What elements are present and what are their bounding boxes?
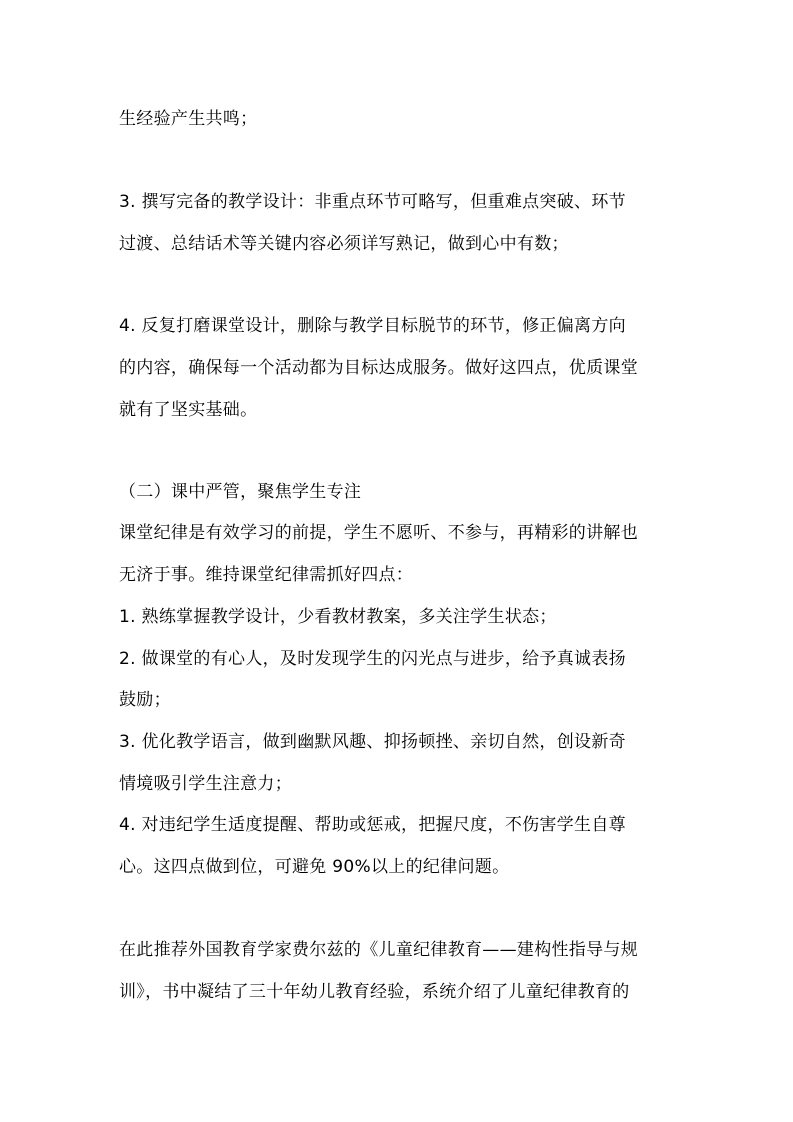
text-line: 无济于事。维持课堂纪律需抓好四点： bbox=[119, 565, 414, 585]
text-line: 4. 反复打磨课堂设计，删除与教学目标脱节的环节，修正偏离方向 bbox=[119, 316, 626, 336]
text-line: 心。这四点做到位，可避免 90%以上的纪律问题。 bbox=[119, 857, 510, 877]
section-heading: （二）课中严管，聚焦学生专注 bbox=[119, 482, 362, 502]
text-line: 1. 熟练掌握教学设计，少看教材教案，多关注学生状态； bbox=[119, 607, 557, 627]
text-line: 3. 撰写完备的教学设计：非重点环节可略写，但重难点突破、环节 bbox=[119, 192, 626, 212]
text-line: 情境吸引学生注意力； bbox=[119, 774, 292, 794]
text-line: 训》，书中凝结了三十年幼儿教育经验，系统介绍了儿童纪律教育的 bbox=[119, 982, 630, 1002]
text-line: 的内容，确保每一个活动都为目标达成服务。做好这四点，优质课堂 bbox=[119, 358, 638, 378]
text-line: 鼓励； bbox=[119, 690, 171, 710]
text-line: 3. 优化教学语言，做到幽默风趣、抑扬顿挫、亲切自然，创设新奇 bbox=[119, 732, 626, 752]
text-line: 过渡、总结话术等关键内容必须详写熟记，做到心中有数； bbox=[119, 234, 569, 254]
text-line: 就有了坚实基础。 bbox=[119, 400, 258, 420]
text-line: 在此推荐外国教育学家费尔兹的《儿童纪律教育——建构性指导与规 bbox=[119, 940, 638, 960]
text-line: 课堂纪律是有效学习的前提，学生不愿听、不参与，再精彩的讲解也 bbox=[119, 523, 638, 543]
text-line: 4. 对违纪学生适度提醒、帮助或惩戒，把握尺度，不伤害学生自尊 bbox=[119, 815, 626, 835]
text-line: 2. 做课堂的有心人，及时发现学生的闪光点与进步，给予真诚表扬 bbox=[119, 649, 626, 669]
text-line: 生经验产生共鸣； bbox=[119, 109, 258, 129]
